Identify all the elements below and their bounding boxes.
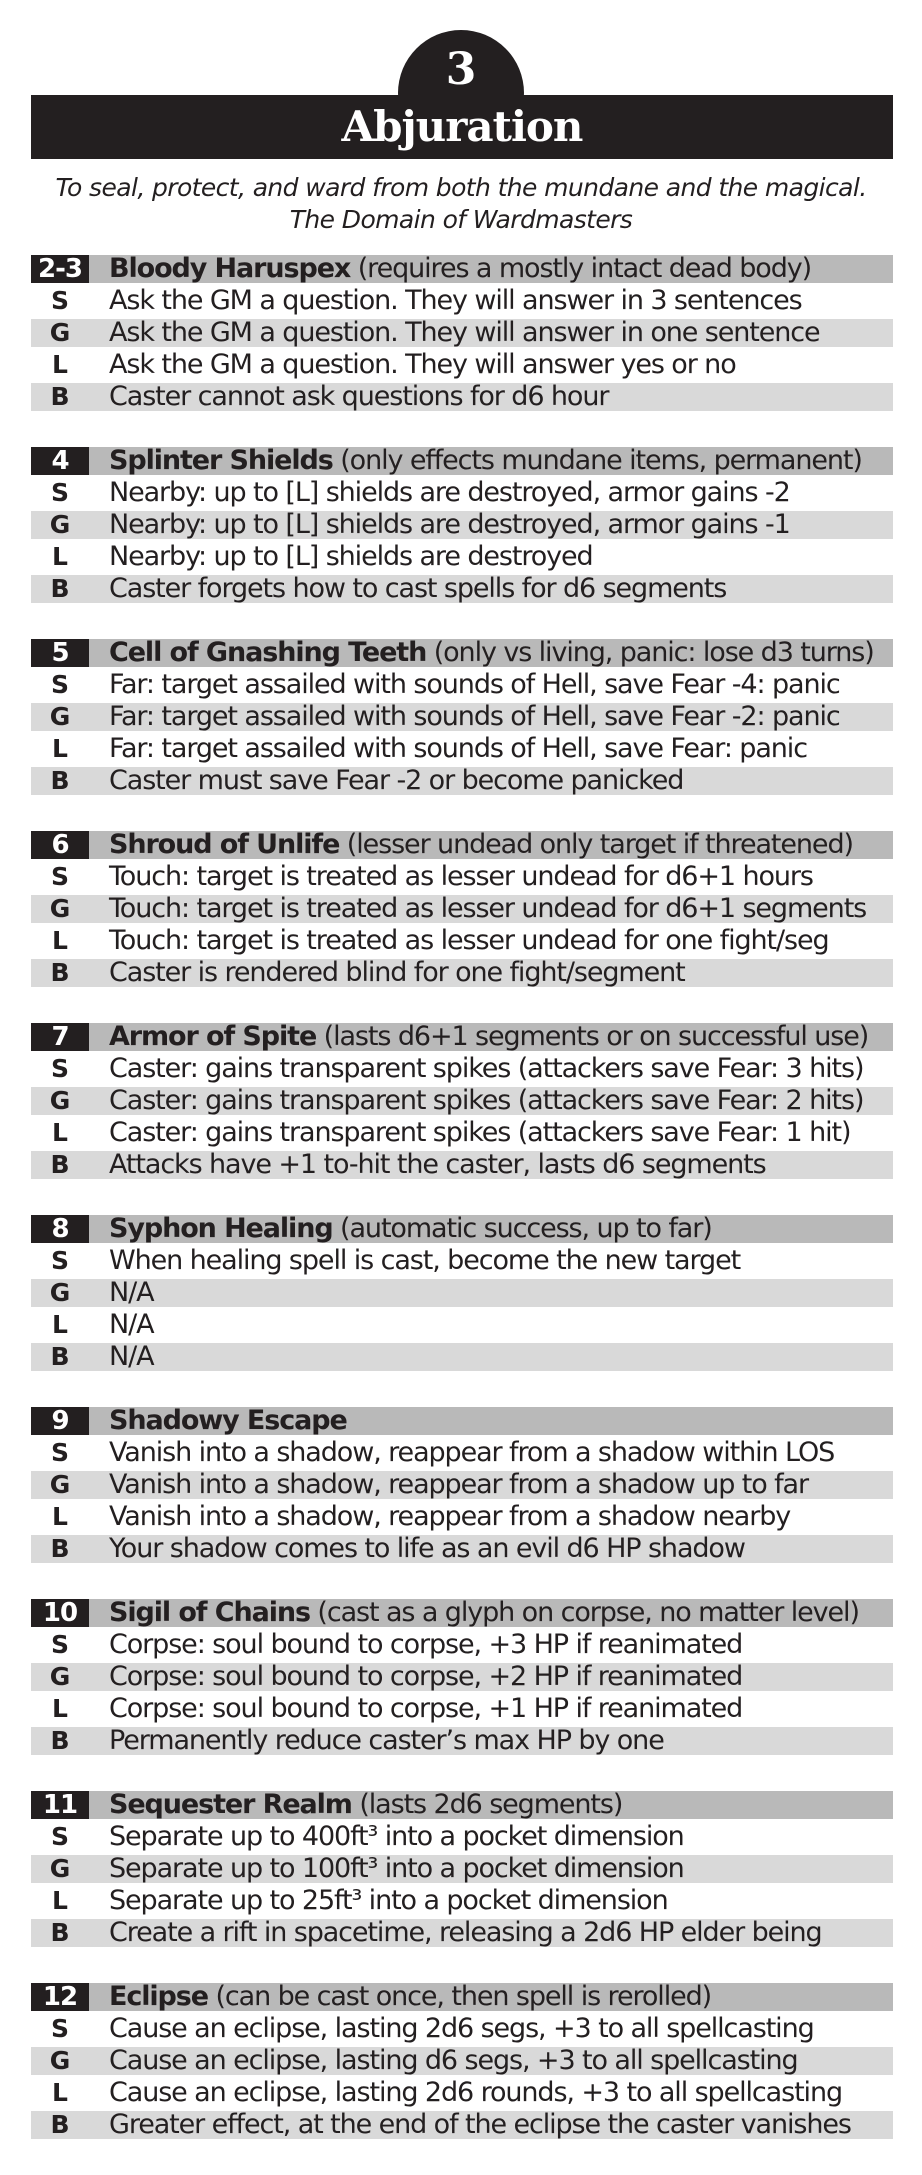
effect-text: Attacks have +1 to-hit the caster, lasts d6 segments xyxy=(109,1149,766,1180)
spell-title xyxy=(109,447,893,475)
effect-text: Caster: gains transparent spikes (attackers save Fear: 2 hits) xyxy=(109,1085,864,1116)
effect-tier-label: G xyxy=(49,510,71,539)
spell-effect-row xyxy=(31,895,893,927)
chapter-title: Abjuration xyxy=(31,95,893,159)
spell-name: Syphon Healing xyxy=(109,1213,333,1244)
spell-roll: 7 xyxy=(31,1023,89,1051)
spell-name: Armor of Spite xyxy=(109,1021,317,1052)
spell-note: (only vs living, panic: lose d3 turns) xyxy=(433,637,874,668)
effect-tier-label: B xyxy=(50,382,70,411)
spell-effect-row xyxy=(31,1151,893,1183)
spell-effect-row xyxy=(31,319,893,351)
spell-note: (cast as a glyph on corpse, no matter level) xyxy=(317,1597,859,1628)
spell-header-row xyxy=(31,255,893,287)
effect-tier-label: G xyxy=(49,2046,71,2075)
spell-note: (lasts 2d6 segments) xyxy=(359,1789,623,1820)
spell-effect-row xyxy=(31,511,893,543)
spell-effect-row xyxy=(31,2015,893,2047)
spell-entry xyxy=(31,1407,893,1567)
effect-tier-label: S xyxy=(50,862,69,891)
spell-title xyxy=(109,639,893,667)
effect-tier-label: L xyxy=(52,2078,68,2107)
spell-roll: 11 xyxy=(31,1791,89,1819)
spell-note: (lasts d6+1 segments or on successful use) xyxy=(323,1021,869,1052)
spell-effect-row xyxy=(31,1343,893,1375)
effect-text: Corpse: soul bound to corpse, +3 HP if reanimated xyxy=(109,1629,743,1660)
effect-text: Separate up to 25ft³ into a pocket dimension xyxy=(109,1885,668,1916)
effect-tier-label: B xyxy=(50,574,70,603)
spell-roll: 2-3 xyxy=(31,255,89,283)
spell-header-row xyxy=(31,1791,893,1823)
effect-tier-label: G xyxy=(49,1470,71,1499)
spell-effect-row xyxy=(31,479,893,511)
spell-name: Bloody Haruspex xyxy=(109,253,351,284)
spell-effect-row xyxy=(31,1663,893,1695)
subtitle-line-2: The Domain of Wardmasters xyxy=(289,205,633,234)
spell-title xyxy=(109,1983,893,2011)
spell-effect-row xyxy=(31,1247,893,1279)
effect-tier-label: G xyxy=(49,702,71,731)
spell-title xyxy=(109,1599,893,1627)
effect-text: Cause an eclipse, lasting 2d6 segs, +3 to all spellcasting xyxy=(109,2013,814,2044)
effect-tier-label: G xyxy=(49,1086,71,1115)
spell-effect-row xyxy=(31,1727,893,1759)
spell-effect-row xyxy=(31,543,893,575)
spell-effect-row xyxy=(31,959,893,991)
effect-tier-label: L xyxy=(52,1502,68,1531)
effect-tier-label: S xyxy=(50,670,69,699)
effect-tier-label: L xyxy=(52,350,68,379)
spell-name: Cell of Gnashing Teeth xyxy=(109,637,427,668)
spell-effect-row xyxy=(31,1855,893,1887)
spell-name: Shadowy Escape xyxy=(109,1405,347,1436)
effect-text: Separate up to 400ft³ into a pocket dimension xyxy=(109,1821,684,1852)
effect-tier-label: B xyxy=(50,1534,70,1563)
effect-tier-label: L xyxy=(52,542,68,571)
effect-tier-label: G xyxy=(49,1854,71,1883)
spell-table xyxy=(31,255,893,2175)
spell-title xyxy=(109,1791,893,1819)
effect-tier-label: L xyxy=(52,1118,68,1147)
effect-tier-label: B xyxy=(50,2110,70,2139)
effect-text: Touch: target is treated as lesser undead for d6+1 hours xyxy=(109,861,813,892)
spell-header-row xyxy=(31,1599,893,1631)
spell-effect-row xyxy=(31,1471,893,1503)
chapter-number: 3 xyxy=(445,44,477,95)
effect-tier-label: B xyxy=(50,958,70,987)
spell-header-row xyxy=(31,1215,893,1247)
spell-roll: 4 xyxy=(31,447,89,475)
spell-effect-row xyxy=(31,575,893,607)
spell-effect-row xyxy=(31,1503,893,1535)
effect-tier-label: S xyxy=(50,2014,69,2043)
subtitle-line-1: To seal, protect, and ward from both the mundane and the magical. xyxy=(55,173,867,202)
effect-tier-label: B xyxy=(50,1150,70,1179)
spell-name: Shroud of Unlife xyxy=(109,829,340,860)
spell-roll: 6 xyxy=(31,831,89,859)
effect-text: Create a rift in spacetime, releasing a 2d6 HP elder being xyxy=(109,1917,822,1948)
effect-tier-label: S xyxy=(50,1822,69,1851)
effect-tier-label: G xyxy=(49,1662,71,1691)
spell-title xyxy=(109,1215,893,1243)
effect-tier-label: L xyxy=(52,1694,68,1723)
spell-entry xyxy=(31,1983,893,2143)
effect-text: Nearby: up to [L] shields are destroyed, armor gains -1 xyxy=(109,509,790,540)
effect-tier-label: B xyxy=(50,1918,70,1947)
effect-text: Caster forgets how to cast spells for d6 segments xyxy=(109,573,727,604)
spell-effect-row xyxy=(31,863,893,895)
effect-text: Separate up to 100ft³ into a pocket dimension xyxy=(109,1853,684,1884)
effect-tier-label: G xyxy=(49,1278,71,1307)
spell-effect-row xyxy=(31,703,893,735)
effect-text: Far: target assailed with sounds of Hell, save Fear -2: panic xyxy=(109,701,840,732)
effect-text: Vanish into a shadow, reappear from a shadow up to far xyxy=(109,1469,808,1500)
effect-text: N/A xyxy=(109,1309,154,1340)
effect-tier-label: L xyxy=(52,1886,68,1915)
spell-entry xyxy=(31,447,893,607)
spell-effect-row xyxy=(31,1119,893,1151)
effect-text: Far: target assailed with sounds of Hell, save Fear -4: panic xyxy=(109,669,840,700)
spell-name: Sigil of Chains xyxy=(109,1597,310,1628)
effect-tier-label: B xyxy=(50,1726,70,1755)
spell-entry xyxy=(31,1599,893,1759)
effect-tier-label: S xyxy=(50,1438,69,1467)
spell-title xyxy=(109,831,893,859)
effect-tier-label: S xyxy=(50,286,69,315)
spell-effect-row xyxy=(31,2079,893,2111)
spell-effect-row xyxy=(31,1279,893,1311)
spell-effect-row xyxy=(31,1631,893,1663)
spell-header-row xyxy=(31,1023,893,1055)
spell-header-row xyxy=(31,639,893,671)
spell-effect-row xyxy=(31,1823,893,1855)
effect-text: N/A xyxy=(109,1277,154,1308)
spell-note: (requires a mostly intact dead body) xyxy=(357,253,812,284)
spell-effect-row xyxy=(31,2111,893,2143)
effect-text: Far: target assailed with sounds of Hell, save Fear: panic xyxy=(109,733,807,764)
spell-effect-row xyxy=(31,1887,893,1919)
effect-tier-label: L xyxy=(52,734,68,763)
effect-tier-label: G xyxy=(49,894,71,923)
effect-text: Permanently reduce caster’s max HP by one xyxy=(109,1725,664,1756)
spell-effect-row xyxy=(31,1439,893,1471)
effect-text: Corpse: soul bound to corpse, +2 HP if reanimated xyxy=(109,1661,743,1692)
effect-text: When healing spell is cast, become the new target xyxy=(109,1245,741,1276)
spell-name: Eclipse xyxy=(109,1981,208,2012)
spell-entry xyxy=(31,831,893,991)
effect-text: Vanish into a shadow, reappear from a shadow nearby xyxy=(109,1501,791,1532)
spell-entry xyxy=(31,1023,893,1183)
effect-tier-label: L xyxy=(52,1310,68,1339)
spell-roll: 10 xyxy=(31,1599,89,1627)
chapter-subtitle xyxy=(20,172,902,236)
spell-note: (only effects mundane items, permanent) xyxy=(340,445,862,476)
effect-text: Greater effect, at the end of the eclipse the caster vanishes xyxy=(109,2109,851,2140)
effect-text: Nearby: up to [L] shields are destroyed xyxy=(109,541,593,572)
spell-effect-row xyxy=(31,1695,893,1727)
spell-name: Splinter Shields xyxy=(109,445,333,476)
spell-note: (automatic success, up to far) xyxy=(340,1213,712,1244)
effect-text: N/A xyxy=(109,1341,154,1372)
spell-effect-row xyxy=(31,671,893,703)
spell-entry xyxy=(31,1791,893,1951)
spell-roll: 9 xyxy=(31,1407,89,1435)
spell-effect-row xyxy=(31,1919,893,1951)
effect-tier-label: B xyxy=(50,1342,70,1371)
spell-effect-row xyxy=(31,1535,893,1567)
spell-roll: 5 xyxy=(31,639,89,667)
spell-effect-row xyxy=(31,1311,893,1343)
spell-roll: 12 xyxy=(31,1983,89,2011)
effect-text: Corpse: soul bound to corpse, +1 HP if reanimated xyxy=(109,1693,743,1724)
spell-effect-row xyxy=(31,351,893,383)
spell-effect-row xyxy=(31,2047,893,2079)
effect-text: Caster: gains transparent spikes (attackers save Fear: 3 hits) xyxy=(109,1053,864,1084)
spell-entry xyxy=(31,639,893,799)
effect-tier-label: S xyxy=(50,1054,69,1083)
spell-effect-row xyxy=(31,287,893,319)
spell-header-row xyxy=(31,1983,893,2015)
effect-text: Cause an eclipse, lasting 2d6 rounds, +3 to all spellcasting xyxy=(109,2077,843,2108)
effect-tier-label: S xyxy=(50,1246,69,1275)
effect-text: Touch: target is treated as lesser undead for d6+1 segments xyxy=(109,893,867,924)
effect-tier-label: B xyxy=(50,766,70,795)
effect-text: Touch: target is treated as lesser undead for one fight/seg xyxy=(109,925,829,956)
spell-header-row xyxy=(31,1407,893,1439)
effect-text: Cause an eclipse, lasting d6 segs, +3 to all spellcasting xyxy=(109,2045,798,2076)
spell-header-row xyxy=(31,447,893,479)
effect-tier-label: L xyxy=(52,926,68,955)
spell-roll: 8 xyxy=(31,1215,89,1243)
spell-entry xyxy=(31,1215,893,1375)
spell-title xyxy=(109,1023,893,1051)
effect-tier-label: G xyxy=(49,318,71,347)
effect-text: Your shadow comes to life as an evil d6 HP shadow xyxy=(109,1533,745,1564)
spell-effect-row xyxy=(31,767,893,799)
effect-text: Caster cannot ask questions for d6 hour xyxy=(109,381,609,412)
effect-tier-label: S xyxy=(50,478,69,507)
effect-text: Caster: gains transparent spikes (attackers save Fear: 1 hit) xyxy=(109,1117,851,1148)
spell-effect-row xyxy=(31,735,893,767)
spell-entry xyxy=(31,255,893,415)
spell-note: (can be cast once, then spell is rerolled) xyxy=(215,1981,712,2012)
effect-text: Nearby: up to [L] shields are destroyed, armor gains -2 xyxy=(109,477,790,508)
effect-text: Ask the GM a question. They will answer in 3 sentences xyxy=(109,285,802,316)
effect-text: Caster is rendered blind for one fight/segment xyxy=(109,957,685,988)
effect-text: Caster must save Fear -2 or become panicked xyxy=(109,765,684,796)
spell-note: (lesser undead only target if threatened) xyxy=(346,829,853,860)
effect-text: Ask the GM a question. They will answer yes or no xyxy=(109,349,736,380)
spell-title xyxy=(109,255,893,283)
spell-header-row xyxy=(31,831,893,863)
effect-tier-label: S xyxy=(50,1630,69,1659)
effect-text: Ask the GM a question. They will answer in one sentence xyxy=(109,317,820,348)
spell-title xyxy=(109,1407,893,1435)
effect-text: Vanish into a shadow, reappear from a shadow within LOS xyxy=(109,1437,835,1468)
spell-effect-row xyxy=(31,1055,893,1087)
spell-effect-row xyxy=(31,1087,893,1119)
spell-effect-row xyxy=(31,383,893,415)
spell-effect-row xyxy=(31,927,893,959)
spell-name: Sequester Realm xyxy=(109,1789,352,1820)
